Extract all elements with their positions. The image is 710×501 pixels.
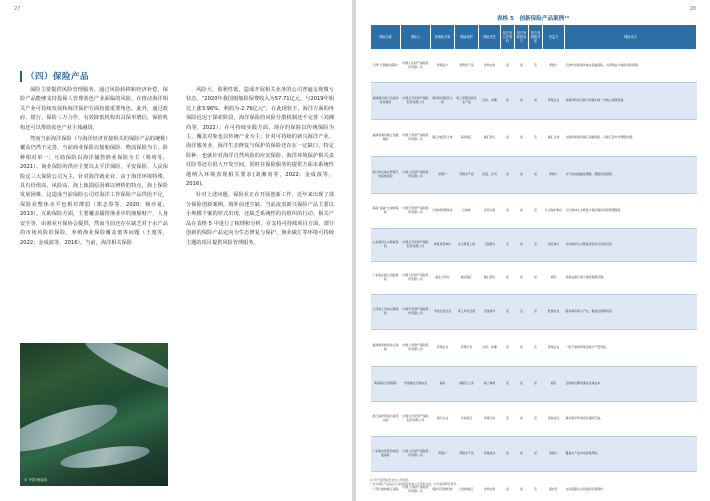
water-channel xyxy=(81,343,168,397)
table-cell: 养殖户 xyxy=(543,50,565,83)
table-cell: 广东海水养殖价格指数保险 xyxy=(371,437,401,472)
table-notes xyxy=(370,478,696,486)
table-cell: 江苏海上风电运维保险 xyxy=(371,295,401,330)
table-cell: 是 xyxy=(515,229,529,262)
table-cell-highlight: 全国首单海洋碳汇指数保险，以碳汇量作为理赔依据。 xyxy=(565,120,697,157)
table-cell: 港口企业 xyxy=(431,402,455,437)
table-cell: 是 xyxy=(515,262,529,295)
text-column-1 xyxy=(20,86,168,336)
table-cell: 是 xyxy=(501,472,515,501)
table-cell: 是 xyxy=(515,367,529,402)
column-header: 被保险对象 xyxy=(431,25,455,50)
table-cell: 是 xyxy=(529,262,543,295)
table-cell: 是 xyxy=(501,194,515,229)
table-cell: 是 xyxy=(501,437,515,472)
table-cell: 养殖水产品 xyxy=(455,437,479,472)
table-cell: 是 xyxy=(515,83,529,120)
table-cell: 设备损坏 xyxy=(479,295,501,330)
table-cell: 低温、台风 xyxy=(479,157,501,194)
table-cell: 渔民 xyxy=(543,262,565,295)
table-cell: 渔船及人身 xyxy=(455,367,479,402)
insurance-products-table xyxy=(370,24,697,501)
table-cell: 碳汇损失 xyxy=(479,262,501,295)
table-cell: 渔业碳汇 xyxy=(455,262,479,295)
table-cell: 是 xyxy=(515,194,529,229)
table-cell: 是 xyxy=(515,330,529,367)
table-cell: 中国人民财产保险股份有限公司 xyxy=(401,437,431,472)
column-header: 保险名称 xyxy=(371,25,401,50)
table-cell: 工程损失 xyxy=(479,229,501,262)
footnote: * 表中保险产品信息以各地保险机构公开资料为准，仅作案例研究参考。 xyxy=(370,482,459,487)
table-cell-highlight: 为红树林生态修复与保护提供风险管理服务。 xyxy=(565,194,697,229)
column-header: 是否有财政补贴 xyxy=(529,25,543,50)
table-cell: 否 xyxy=(529,330,543,367)
column-header: 保险责任 xyxy=(479,25,501,50)
table-cell: 养殖企业 xyxy=(543,330,565,367)
table-cell: 海上风电设施 xyxy=(455,295,479,330)
table-row xyxy=(371,437,697,472)
table-row xyxy=(371,295,697,330)
section-accent-bar xyxy=(20,71,22,82)
table-cell: 否 xyxy=(529,229,543,262)
table-cell: 是 xyxy=(515,472,529,501)
table-cell: 中国人民财产保险股份有限公司 xyxy=(401,157,431,194)
table-cell: 否 xyxy=(529,50,543,83)
table-cell: 是 xyxy=(529,157,543,194)
table-row xyxy=(371,194,697,229)
table-cell: 否 xyxy=(515,295,529,330)
mangrove-aerial-photo xyxy=(20,343,168,486)
column-header: 保险人 xyxy=(401,25,431,50)
table-row xyxy=(371,50,697,83)
table-cell: 养殖户 xyxy=(431,437,455,472)
table-cell: 养殖户 xyxy=(543,437,565,472)
table-cell: 台风、赤潮 xyxy=(479,83,501,120)
table-cell: 台风、赤潮 xyxy=(479,330,501,367)
table-cell: 是 xyxy=(515,437,529,472)
table-cell: 中国人民财产保险股份有限公司 xyxy=(401,262,431,295)
table-cell: 保护区 xyxy=(543,472,565,501)
table-cell-highlight: 天津市首单海洋渔业指数保险，为养殖业户提供风险保障。 xyxy=(565,50,697,83)
table-cell: 渔民 xyxy=(431,367,455,402)
table-cell-highlight: 将渔业碳汇纳入保险保障范围。 xyxy=(565,262,697,295)
section-heading xyxy=(20,70,89,82)
table-row xyxy=(371,402,697,437)
page-number-left: 27 xyxy=(14,6,21,12)
table-cell: 否 xyxy=(529,402,543,437)
table-cell: 是 xyxy=(501,157,515,194)
table-cell: 海上事故 xyxy=(479,367,501,402)
table-cell: 项目单位 xyxy=(543,229,565,262)
table-cell: 沿海社区 xyxy=(543,402,565,437)
table-row xyxy=(371,229,697,262)
table-cell: 是 xyxy=(529,367,543,402)
table-cell: 中国太平洋财产保险股份有限公司 xyxy=(401,402,431,437)
table-cell: 养殖水产品 xyxy=(455,157,479,194)
table-cell-highlight: 一揽子保障养殖设施与产量风险。 xyxy=(565,330,697,367)
table-cell: 中国平安财产保险股份有限公司 xyxy=(401,194,431,229)
table-cell: 是 xyxy=(515,120,529,157)
table-cell: 中国人民财产保险股份有限公司 xyxy=(401,50,431,83)
table-cell-highlight: 服务海洋新兴产业，覆盖运维期风险。 xyxy=(565,295,697,330)
table-cell: 养殖水产品 xyxy=(455,50,479,83)
paragraph: 保险主要提供风险管理服务，通过风险转移和经济补偿，保险产品能够支持投保人管理蓝色产业面临的风险，在推动海洋相关产业可持续发展和海洋保护方面扮演重要角色。此外，通过政府、银行、保险三方合作，有效降低机构出具保单增信，保险机构还可以帮助蓝色产业主体融资。 xyxy=(20,87,168,131)
column-header: 保险标的 xyxy=(455,25,479,50)
table-cell: 生态保护单位 xyxy=(543,194,565,229)
table-cell: 天津“万顺渔业保险” xyxy=(371,50,401,83)
column-header: 受益方 xyxy=(543,25,565,50)
column-header: 是否有政府参与 xyxy=(515,25,529,50)
table-cell: 红树林管理单位 xyxy=(431,194,455,229)
table-cell: 自然灾害 xyxy=(479,472,501,501)
table-cell-highlight: 以气象指数触发理赔，理赔快速透明。 xyxy=(565,157,697,194)
table-cell: 海上养殖设施及水产品 xyxy=(455,83,479,120)
water-channel xyxy=(59,442,151,472)
table-cell: 修复项目单位 xyxy=(431,229,455,262)
table-cell: 否 xyxy=(529,120,543,157)
table-cell: 中国人寿财产保险股份有限公司 xyxy=(401,472,431,501)
column-header: 保险亮点 xyxy=(565,25,697,50)
table-cell-highlight: 互助模式降低渔民投保成本。 xyxy=(565,367,697,402)
table-cell: 中国平安财产保险股份有限公司 xyxy=(401,295,431,330)
table-cell: 养殖户 xyxy=(431,157,455,194)
table-cell: 浙江象山海水养殖气象指数保险 xyxy=(371,157,401,194)
table-cell: 红树林碳汇 xyxy=(455,472,479,501)
table-cell: 否 xyxy=(529,295,543,330)
paragraph: 风险大、盈利性低，造成开展相关业务的公司普遍呈现微亏状态。“2020年我国船舶险保费收入为57.71亿元，与2019年相比上涨3.96%，利润为-2.76亿元”，在此现状下，海洋方面的再保险迟迟于探索阶段，海洋保险的风险分散机制还不完善（刘湘尚等，2022）；在可持续实践方面，现存的保险以传统保险为主，覆盖对象也以传统产业为主；针对可持续的新兴海洋产业、海洋服务业、海洋生态修复与保护的保险还存在一定缺口，特定险种，也就针对海洋自然风险的应灾保险、海洋环境保护相关责任险等还有很大开发空间，同时在保险服务的提供方面未系统性地纳入环境表现相关要求(刘湘尚等，2022；金成波等，2016)。 xyxy=(186,87,334,188)
section-title: （四）保险产品 xyxy=(26,72,90,82)
table-cell: 是 xyxy=(515,402,529,437)
table-cell: 浙江海洋环境污染责任险 xyxy=(371,402,401,437)
table-cell: 中国太平洋财产保险股份有限公司 xyxy=(401,83,431,120)
table-cell: 是 xyxy=(501,262,515,295)
table-cell: 是 xyxy=(501,50,515,83)
table-cell: 是 xyxy=(501,330,515,367)
paragraph: 针对上述问题，保险业正在开展创新工作，近年来出现了部分保险创新案例，填补前述空缺。当前流表新兴保险产品主要以小规模个案的形式出现，还缺乏系统性的有组织的行动。相关产品在表格 5 中进行了梳理和分析。在支持可持续项目方面，部分创新的保险产品定向为生态修复与保护、渔业碳汇等环境可持续主题的项目提供风险管理服务。 xyxy=(186,192,334,246)
table-body xyxy=(371,50,697,501)
table-cell: 自然灾害 xyxy=(479,50,501,83)
paragraph: 然而当前海洋保险（与海洋经济直接相关的保险产品的统称）覆盖仍然不完善，当前商业保险以船舶保险、物流保险为主，险种相对单一；互助保险以海洋捕捞渔业保险为主（蔡靖等，2021）。商业保险的供应主要以太平洋保险、平安保险、人民保险这三大保险公司为主，针对海洋就业业、由于海洋环境特殊、具有价值高、风险高，海上致损原因难以辨析的特点，海上保险发展困难，这造成当前保险公司对海洋工作保险产品供给不足，保险业整体水平也相对薄弱（郑志春等，2020；杨亦夏，2013）。互助保险方面，主要覆盖捕捞渔业中的渔船财产、人身安全等，由渔业互保协会提供，然而当前还存在缺乏对于水产品的市场风险的保险，养殖渔业保险覆盖低等问题（王逸等，2022；金成波等，2016）。当前，海洋相关保险 xyxy=(20,136,168,246)
table-cell: 否 xyxy=(529,472,543,501)
page-number-right: 28 xyxy=(689,6,696,12)
table-cell: 是 xyxy=(501,295,515,330)
table-cell: 否 xyxy=(529,194,543,229)
table-row xyxy=(371,330,697,367)
table-cell: 污染责任 xyxy=(455,402,479,437)
right-page xyxy=(356,0,710,501)
table-cell: 海南“蓝碳”红树林保险 xyxy=(371,194,401,229)
table-cell: 生态修复工程 xyxy=(455,229,479,262)
table-cell: 碳汇损失 xyxy=(479,120,501,157)
table-row xyxy=(371,262,697,295)
table-cell: 碳汇主体 xyxy=(543,120,565,157)
table-cell: 福建海洋牧场综合保险 xyxy=(371,330,401,367)
table-cell: 养殖户 xyxy=(543,157,565,194)
table-cell: 是 xyxy=(515,157,529,194)
table-cell: 红树林 xyxy=(455,194,479,229)
table-cell-highlight: 填补海洋环境责任保险空缺。 xyxy=(565,402,697,437)
table-cell: 自然灾害 xyxy=(479,194,501,229)
table-header-row xyxy=(371,25,697,50)
table-cell: 是 xyxy=(515,50,529,83)
table-cell-highlight: 支持蓝碳生态系统的长期保护。 xyxy=(565,472,697,501)
text-column-2 xyxy=(186,86,334,376)
table-cell: 否 xyxy=(501,229,515,262)
table-cell: 渔民 xyxy=(543,367,565,402)
table-cell: 广西红树林碳汇保险 xyxy=(371,472,401,501)
table-cell: 环境污染 xyxy=(479,402,501,437)
table-cell: 养殖企业 xyxy=(543,83,565,120)
table-cell: 保护区管理机构 xyxy=(431,472,455,501)
table-cell: 是 xyxy=(501,83,515,120)
footnote: 13 部分案例信息来自公开报道。 xyxy=(370,478,411,482)
left-page xyxy=(0,0,352,501)
table-row xyxy=(371,83,697,120)
table-cell: 渔业合作社 xyxy=(431,262,455,295)
table-row xyxy=(371,367,697,402)
column-header: 是否有公开资料 xyxy=(501,25,515,50)
table-cell: 风电运营企业 xyxy=(431,295,455,330)
table-cell: 中国人寿财产保险股份有限公司 xyxy=(401,330,431,367)
table-cell: 山东海洋生态修复保险 xyxy=(371,229,401,262)
table-cell: 海洋牧场经营主体 xyxy=(431,83,455,120)
table-cell: 养殖平台 xyxy=(455,330,479,367)
table-cell-highlight: 将海洋牧场设施与养殖生物一并纳入保障范围。 xyxy=(565,83,697,120)
table-cell: 是 xyxy=(501,120,515,157)
table-cell: 养殖企业 xyxy=(431,330,455,367)
table-cell-highlight: 支持海洋生态修复项目的可持续运营。 xyxy=(565,229,697,262)
table-cell: 价格波动 xyxy=(479,437,501,472)
table-cell: 中国太平洋财产保险股份有限公司 xyxy=(401,229,431,262)
table-cell: 海洋碳汇 xyxy=(455,120,479,157)
table-cell: 是 xyxy=(529,83,543,120)
table-cell: 海南渔业互助保险 xyxy=(371,367,401,402)
table-cell: 养殖业户 xyxy=(431,50,455,83)
table-cell: 是 xyxy=(501,367,515,402)
table-cell: 中国人寿财产保险股份有限公司 xyxy=(401,120,431,157)
table-cell: 福建莆田南日岛海洋牧场保险 xyxy=(371,83,401,120)
table-cell: 能源企业 xyxy=(543,295,565,330)
table-row xyxy=(371,157,697,194)
photo-caption: © 中国·海南省 xyxy=(24,478,48,482)
table-cell: 福建省海洋碳汇指数保险 xyxy=(371,120,401,157)
table-cell: 广东渔业碳汇指数保险 xyxy=(371,262,401,295)
table-cell: 否 xyxy=(501,402,515,437)
table-cell: 中国渔业互保协会 xyxy=(401,367,431,402)
table-row xyxy=(371,120,697,157)
table-cell: 是 xyxy=(529,437,543,472)
table-title: 表格 5 创新保险产品案例¹³ xyxy=(496,16,570,22)
table-cell-highlight: 覆盖水产品市场价格风险。 xyxy=(565,437,697,472)
table-cell: 碳汇林经营主体 xyxy=(431,120,455,157)
